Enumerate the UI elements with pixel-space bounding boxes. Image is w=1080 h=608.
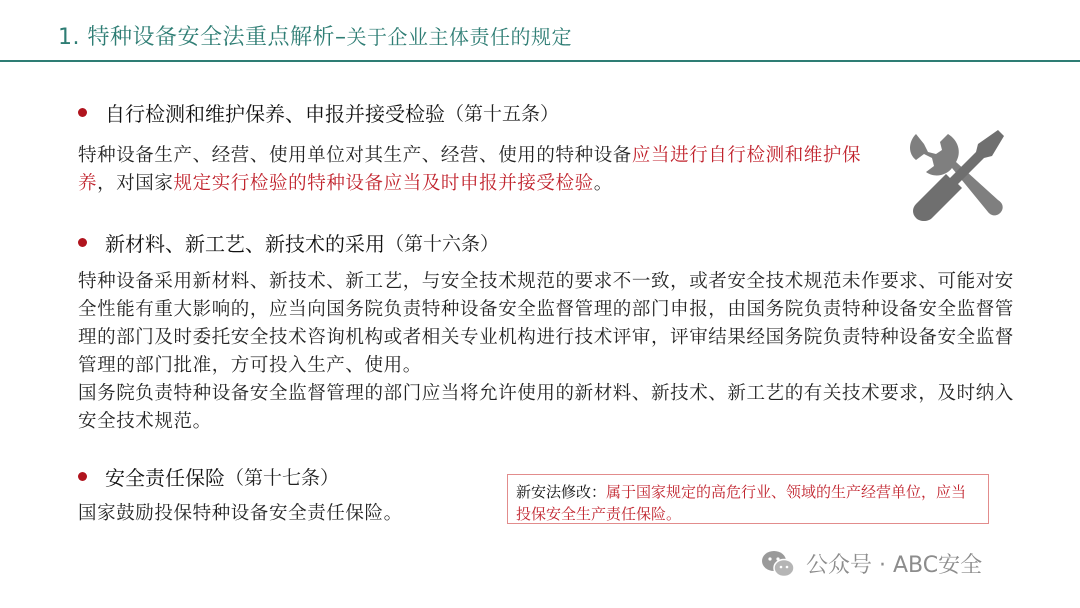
section-16-paragraph-2: 国务院负责特种设备安全监督管理的部门应当将允许使用的新材料、新技术、新工艺的有关技术要求，及时纳入安全技术规范。 [78, 383, 1014, 432]
text-span: 特种设备生产、经营、使用单位对其生产、经营、使用的特种设备 [78, 145, 632, 166]
note-label: 新安法修改： [516, 483, 607, 501]
note-text: 属于国家规定的高危行业、领域的生产经营单位，应当投保安全生产责任保险。 [516, 483, 967, 523]
section-heading-16 [78, 228, 499, 257]
highlight-span: 规定实行检验的特种设备应当及时申报并接受检验 [173, 173, 594, 194]
page-title [58, 20, 572, 51]
title-main: 1. 特种设备安全法重点解析 [58, 25, 335, 50]
title-separator: – [334, 25, 347, 50]
bullet-dot [78, 238, 87, 247]
text-span: 。 [593, 173, 613, 194]
amendment-note-box [507, 474, 989, 524]
wrench-screwdriver-icon [906, 126, 1006, 222]
section-title: 新材料、新工艺、新技术的采用 [105, 232, 385, 256]
section-title: 安全责任保险 [105, 466, 225, 490]
wechat-icon [760, 549, 796, 579]
section-article: （第十五条） [445, 103, 560, 125]
title-sub: 关于企业主体责任的规定 [346, 25, 572, 49]
slide-header [0, 0, 1080, 62]
section-article: （第十六条） [385, 233, 500, 255]
section-15-paragraph [78, 142, 878, 198]
section-heading-15 [78, 98, 559, 127]
text-span: ，对国家 [97, 173, 174, 194]
header-divider [0, 60, 1080, 62]
section-16-paragraph-1: 特种设备采用新材料、新技术、新工艺，与安全技术规范的要求不一致，或者安全技术规范未作要求、可能对安全性能有重大影响的，应当向国务院负责特种设备安全监督管理的部门申报，由国务院负责特种设备安全监督管理的部门及时委托安全技术咨询机构或者相关专业机构进行技术评审，评审结果经国务院负责特种设备安全监督管理的部门批准，方可投入生产、使用。 [78, 271, 1014, 376]
section-17-paragraph: 国家鼓励投保特种设备安全责任保险。 [78, 503, 403, 524]
watermark-text: 公众号 · ABC安全 [806, 553, 983, 578]
section-heading-17 [78, 462, 339, 491]
bullet-dot [78, 108, 87, 117]
highlight-span: 应当进行自行检测和维护保养 [78, 145, 862, 194]
section-article: （第十七条） [225, 467, 340, 489]
section-title: 自行检测和维护保养、申报并接受检验 [105, 102, 445, 126]
watermark [760, 548, 982, 579]
bullet-dot [78, 472, 87, 481]
